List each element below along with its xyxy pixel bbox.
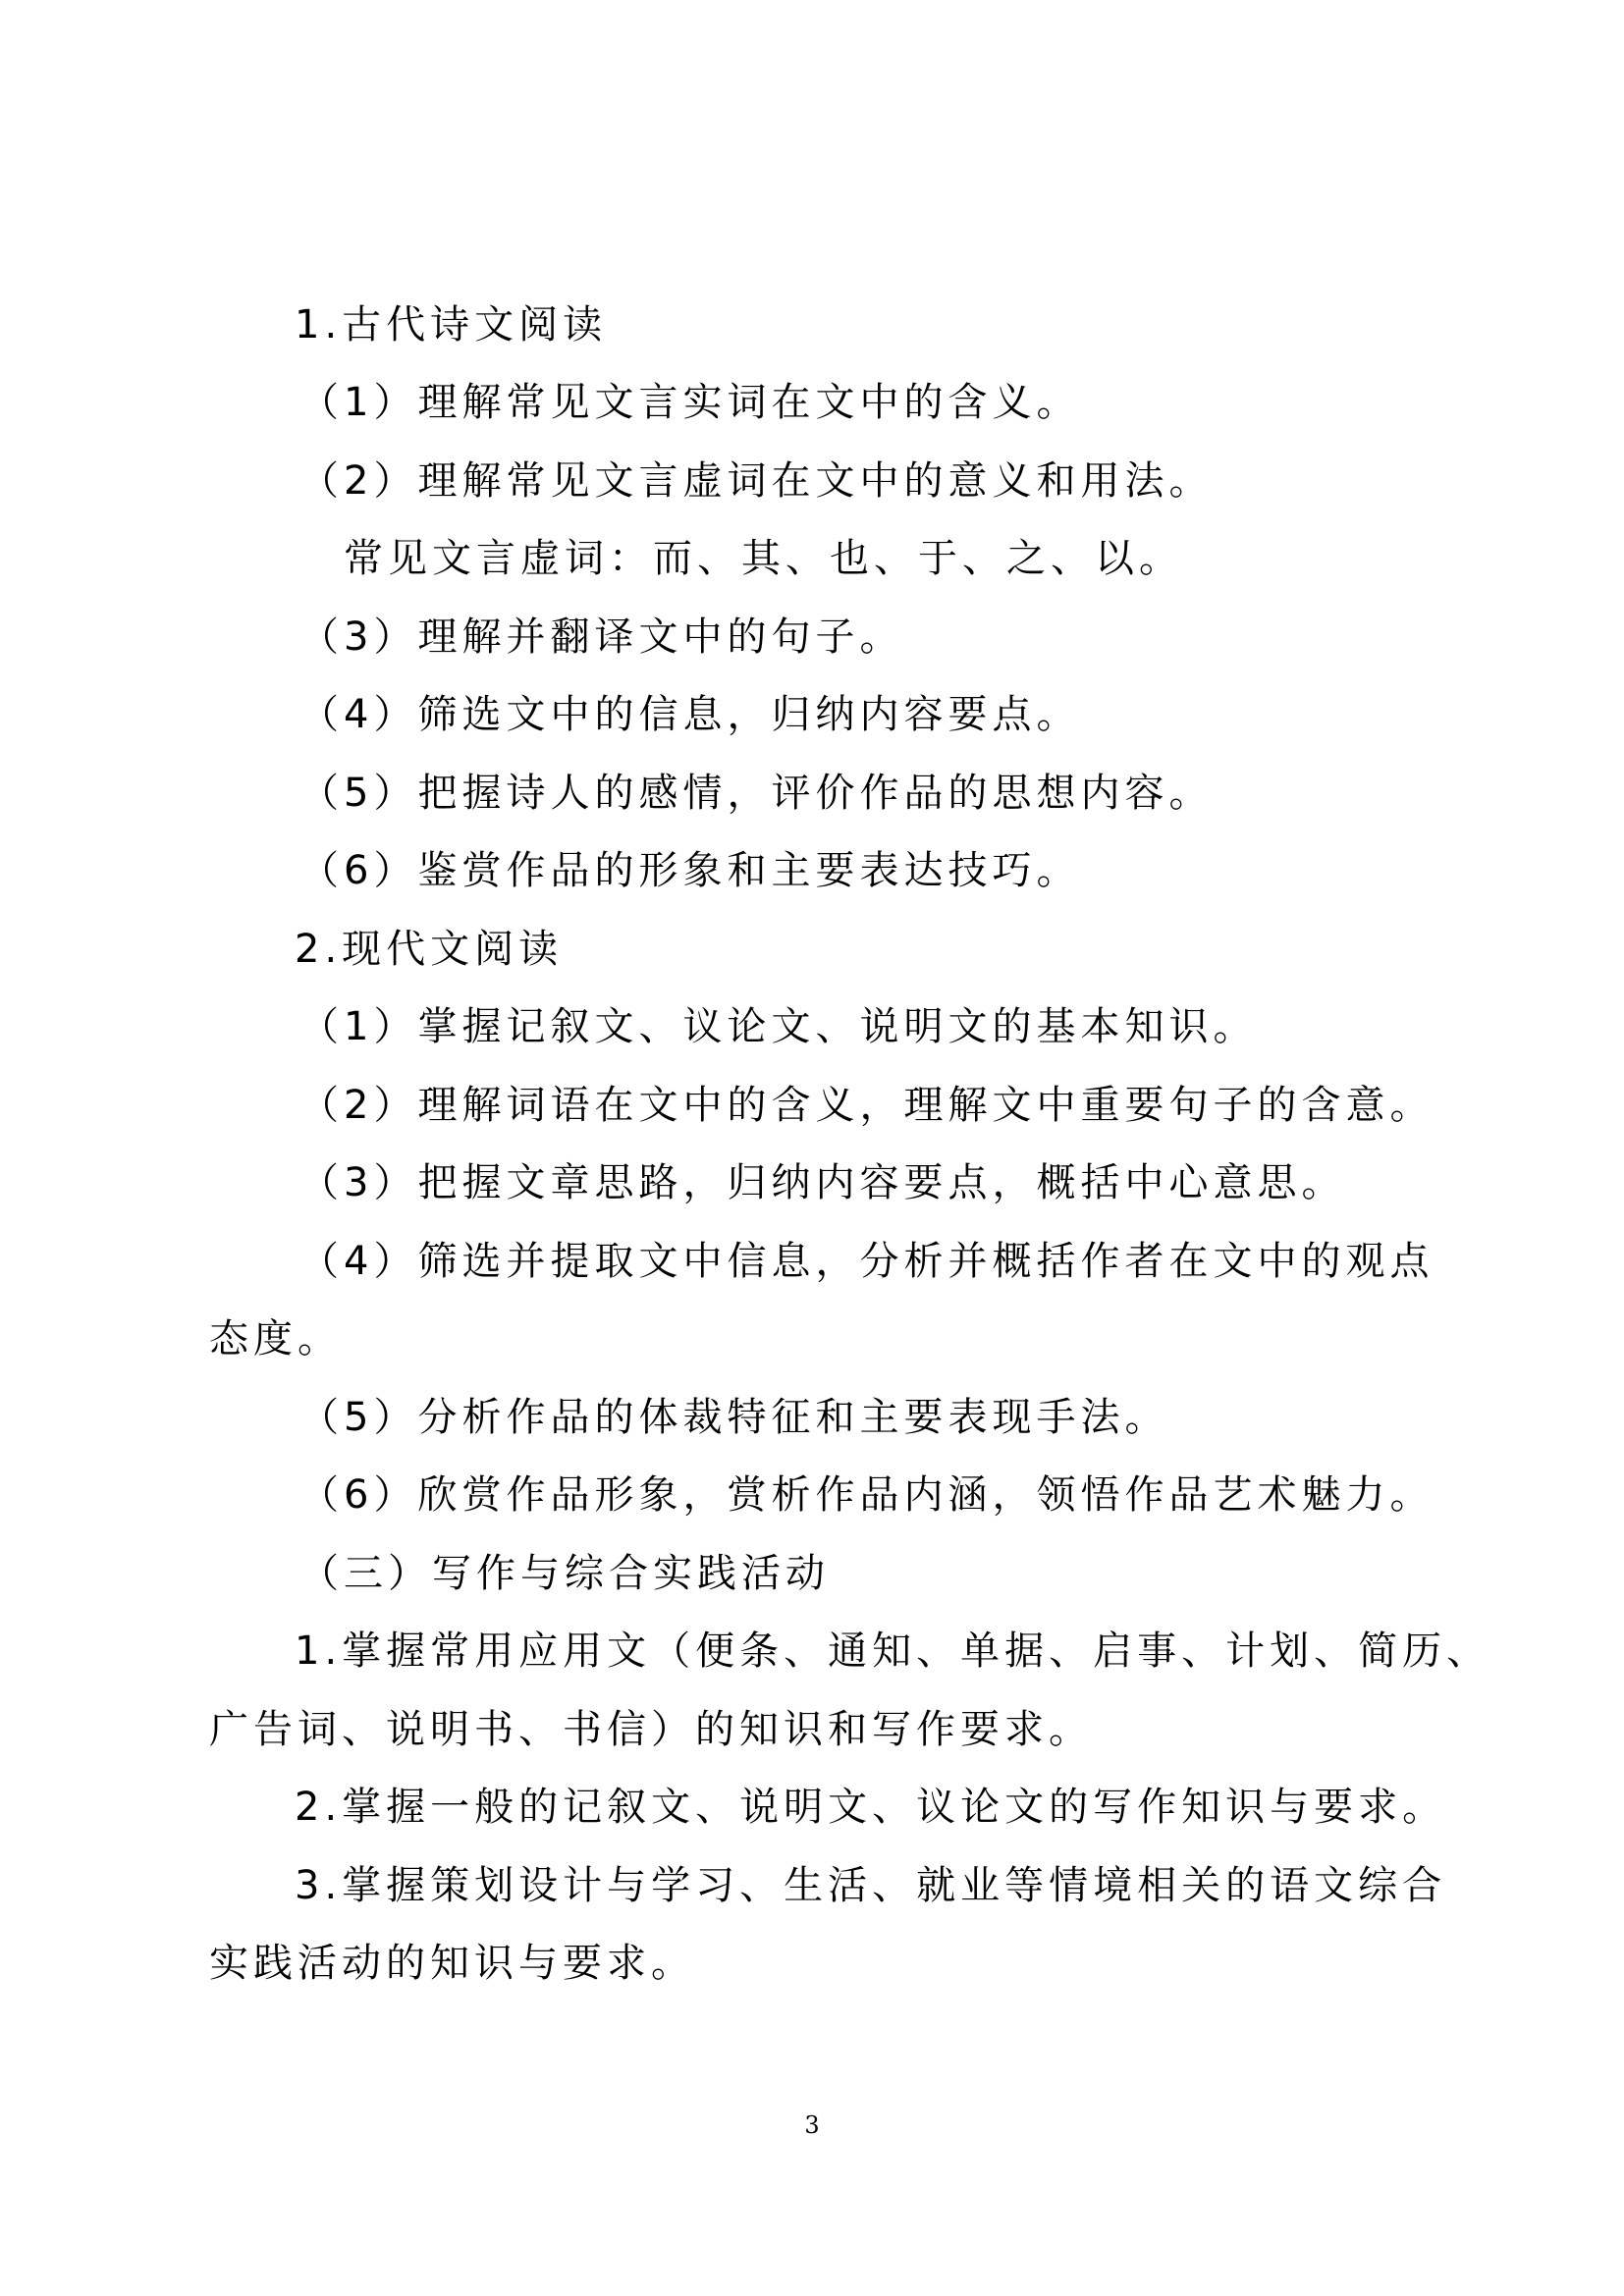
section-heading-writing: （三）写作与综合实践活动 [299,1551,830,1596]
list-item: （6）鉴赏作品的形象和主要表达技巧。 [299,848,1081,893]
list-item-continuation: 态度。 [209,1316,342,1362]
list-item: （3）理解并翻译文中的句子。 [299,614,904,660]
page-number: 3 [804,2111,820,2139]
list-item: （4）筛选并提取文中信息，分析并概括作者在文中的观点 [299,1239,1435,1284]
paragraph-line: 实践活动的知识与要求。 [209,1941,695,1986]
paragraph-line: 广告词、说明书、书信）的知识和写作要求。 [209,1707,1093,1752]
list-item: （2）理解词语在文中的含义，理解文中重要句子的含意。 [299,1083,1435,1128]
note-line: 常见文言虚词：而、其、也、于、之、以。 [344,536,1183,581]
list-item: （2）理解常见文言虚词在文中的意义和用法。 [299,458,1214,504]
list-item: （6）欣赏作品形象，赏析作品内涵，领悟作品艺术魅力。 [299,1472,1435,1518]
list-item: （1）理解常见文言实词在文中的含义。 [299,380,1081,425]
list-item: （5）分析作品的体裁特征和主要表现手法。 [299,1395,1169,1440]
paragraph-line: 3.掌握策划设计与学习、生活、就业等情境相关的语文综合 [295,1863,1447,1908]
section-heading-classical-reading: 1.古代诗文阅读 [295,302,608,347]
list-item: （3）把握文章思路，归纳内容要点，概括中心意思。 [299,1160,1346,1205]
section-heading-modern-reading: 2.现代文阅读 [295,927,564,972]
list-item: （5）把握诗人的感情，评价作品的思想内容。 [299,771,1214,816]
paragraph-line: 2.掌握一般的记叙文、说明文、议论文的写作知识与要求。 [295,1785,1447,1830]
list-item: （4）筛选文中的信息，归纳内容要点。 [299,692,1081,737]
list-item: （1）掌握记叙文、议论文、说明文的基本知识。 [299,1004,1258,1049]
paragraph-line: 1.掌握常用应用文（便条、通知、单据、启事、计划、简历、 [295,1629,1491,1674]
